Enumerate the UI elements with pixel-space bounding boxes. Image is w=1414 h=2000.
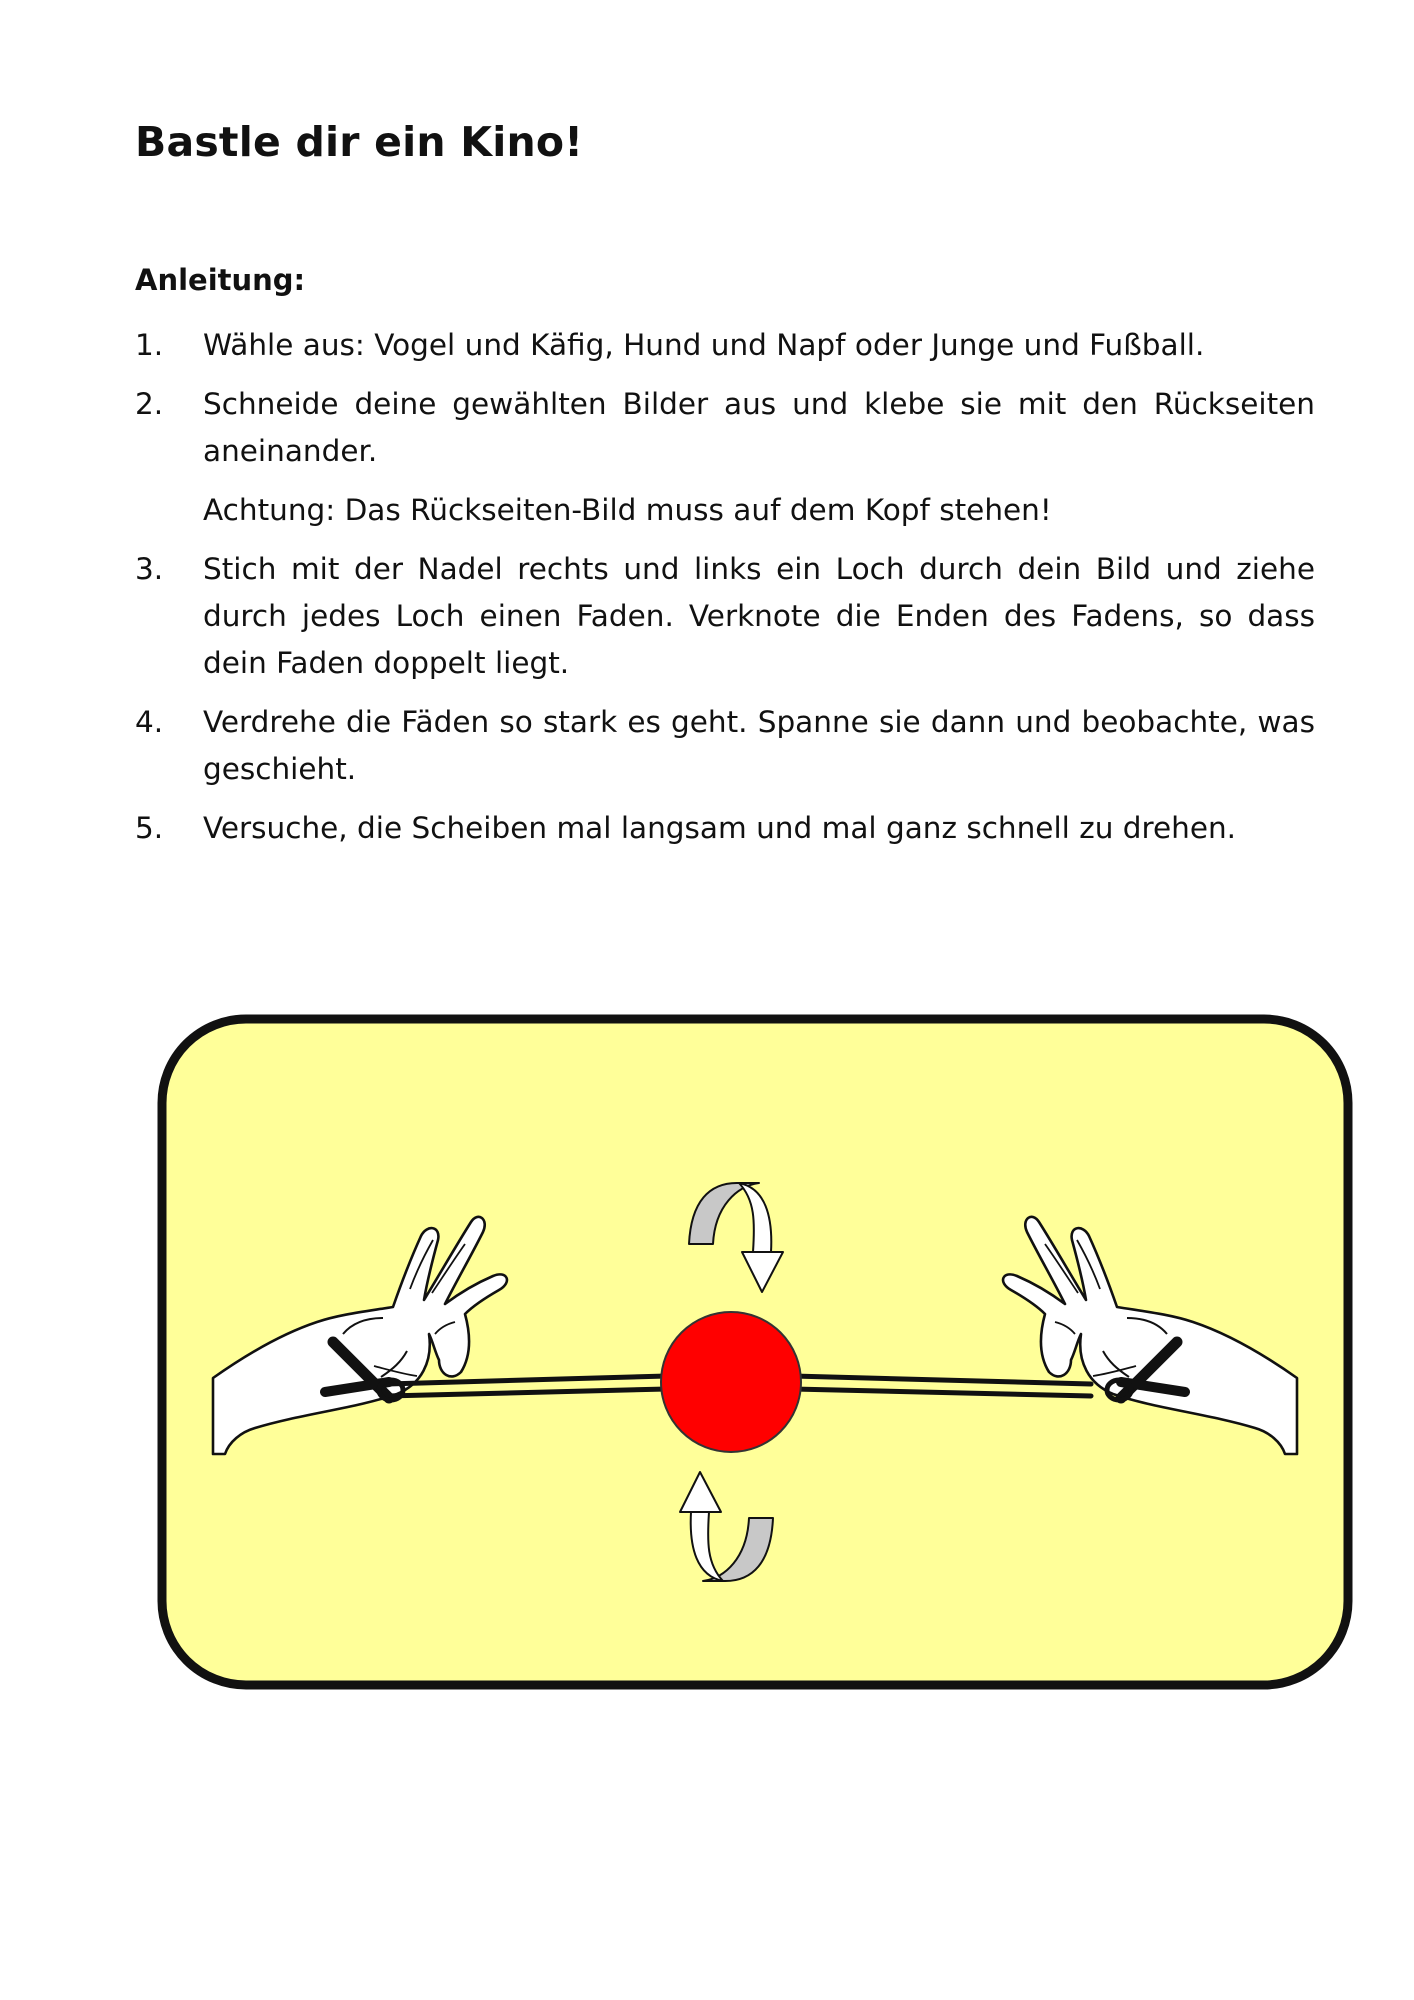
thaumatrope-illustration (155, 1012, 1355, 1692)
instruction-step-4 (135, 699, 1315, 793)
instruction-step-1 (135, 322, 1315, 369)
step-text: Versuche, die Scheiben mal langsam und mal ganz schnell zu drehen. (203, 811, 1237, 845)
instruction-step-2 (135, 381, 1315, 534)
instruction-step-5 (135, 805, 1315, 852)
instruction-step-3 (135, 546, 1315, 687)
step-text: Schneide deine gewählten Bilder aus und klebe sie mit den Rückseiten aneinander. (203, 387, 1315, 468)
step-number: 3. (135, 552, 164, 586)
step-number: 2. (135, 387, 164, 421)
instructions-heading: Anleitung: (135, 263, 306, 297)
step-text: Stich mit der Nadel rechts und links ein Loch durch dein Bild und ziehe durch jedes Loch einen Faden. Verknote die Enden des Fadens, so dass dein Faden doppelt liegt. (203, 552, 1315, 680)
step-warning-note: Achtung: Das Rückseiten-Bild muss auf dem Kopf stehen! (203, 493, 1052, 527)
step-text: Wähle aus: Vogel und Käfig, Hund und Napf oder Junge und Fußball. (203, 328, 1205, 362)
step-number: 1. (135, 328, 164, 362)
step-number: 4. (135, 705, 164, 739)
instruction-list (135, 322, 1315, 864)
step-number: 5. (135, 811, 164, 845)
spinning-disc (661, 1312, 801, 1452)
page-title: Bastle dir ein Kino! (135, 118, 584, 166)
step-text: Verdrehe die Fäden so stark es geht. Spanne sie dann und beobachte, was geschieht. (203, 705, 1315, 786)
